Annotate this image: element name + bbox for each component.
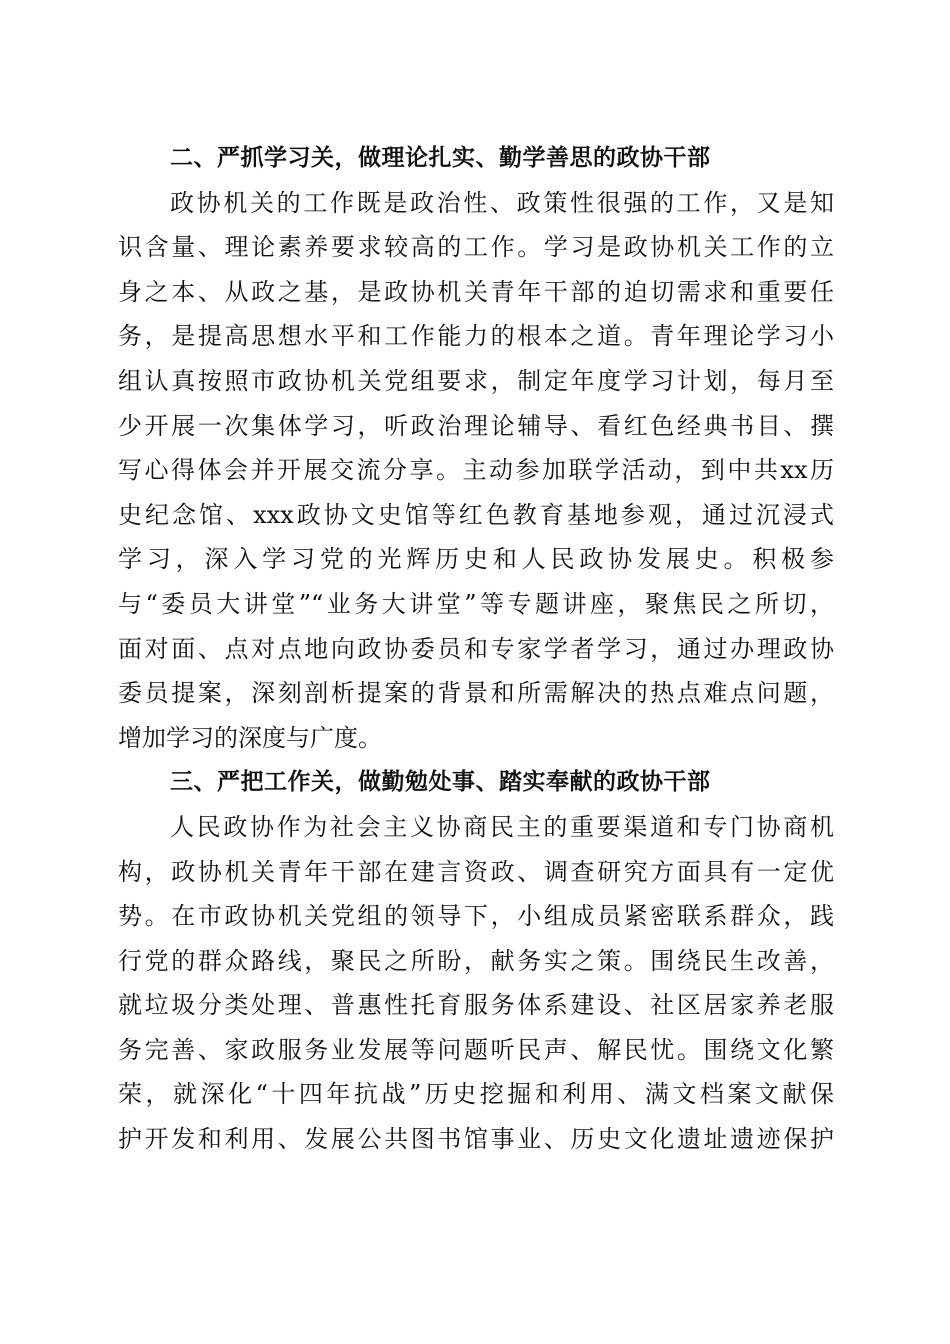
paragraph-line: 增加学习的深度与广度。 (118, 723, 382, 752)
paragraph-line: 护开发和利用、发展公共图书馆事业、历史文化遗址遗迹保护 (118, 1125, 834, 1154)
paragraph-line: 行党的群众路线，聚民之所盼，献务实之策。围绕民生改善， (118, 946, 834, 975)
paragraph-line: 人民政协作为社会主义协商民主的重要渠道和专门协商机 (170, 812, 834, 841)
paragraph-line: 写心得体会并开展交流分享。主动参加联学活动，到中共xx历 (118, 456, 834, 485)
paragraph-line: 与“委员大讲堂”“业务大讲堂”等专题讲座，聚焦民之所切， (118, 589, 834, 618)
paragraph-line: 委员提案，深刻剖析提案的背景和所需解决的热点难点问题， (118, 679, 834, 708)
section-heading-2: 二、严抓学习关，做理论扎实、勤学善思的政协干部 (170, 145, 711, 171)
paragraph-line: 识含量、理论素养要求较高的工作。学习是政协机关工作的立 (118, 233, 834, 262)
paragraph-line: 势。在市政协机关党组的领导下，小组成员紧密联系群众，践 (118, 902, 834, 931)
section-heading-3: 三、严把工作关，做勤勉处事、踏实奉献的政协干部 (170, 769, 711, 796)
paragraph-line: 政协机关的工作既是政治性、政策性很强的工作，又是知 (170, 188, 834, 217)
section-3-paragraph (118, 805, 834, 1162)
paragraph-line: 面对面、点对点地向政协委员和专家学者学习，通过办理政协 (118, 634, 834, 663)
paragraph-line: 组认真按照市政协机关党组要求，制定年度学习计划，每月至 (118, 366, 834, 395)
section-2-paragraph (118, 181, 834, 761)
paragraph-line: 荣，就深化“十四年抗战”历史挖掘和利用、满文档案文献保 (118, 1080, 834, 1109)
document-body (118, 136, 834, 1162)
paragraph-line: 务，是提高思想水平和工作能力的根本之道。青年理论学习小 (118, 322, 834, 351)
paragraph-line: 构，政协机关青年干部在建言资政、调查研究方面具有一定优 (118, 857, 834, 886)
paragraph-line: 史纪念馆、xxx政协文史馆等红色教育基地参观，通过沉浸式 (118, 500, 834, 529)
paragraph-line: 学习，深入学习党的光辉历史和人民政协发展史。积极参 (118, 545, 834, 574)
paragraph-line: 就垃圾分类处理、普惠性托育服务体系建设、社区居家养老服 (118, 991, 834, 1020)
paragraph-line: 务完善、家政服务业发展等问题听民声、解民忧。围绕文化繁 (118, 1035, 834, 1064)
paragraph-line: 少开展一次集体学习，听政治理论辅导、看红色经典书目、撰 (118, 411, 834, 440)
paragraph-line: 身之本、从政之基，是政协机关青年干部的迫切需求和重要任 (118, 277, 834, 306)
